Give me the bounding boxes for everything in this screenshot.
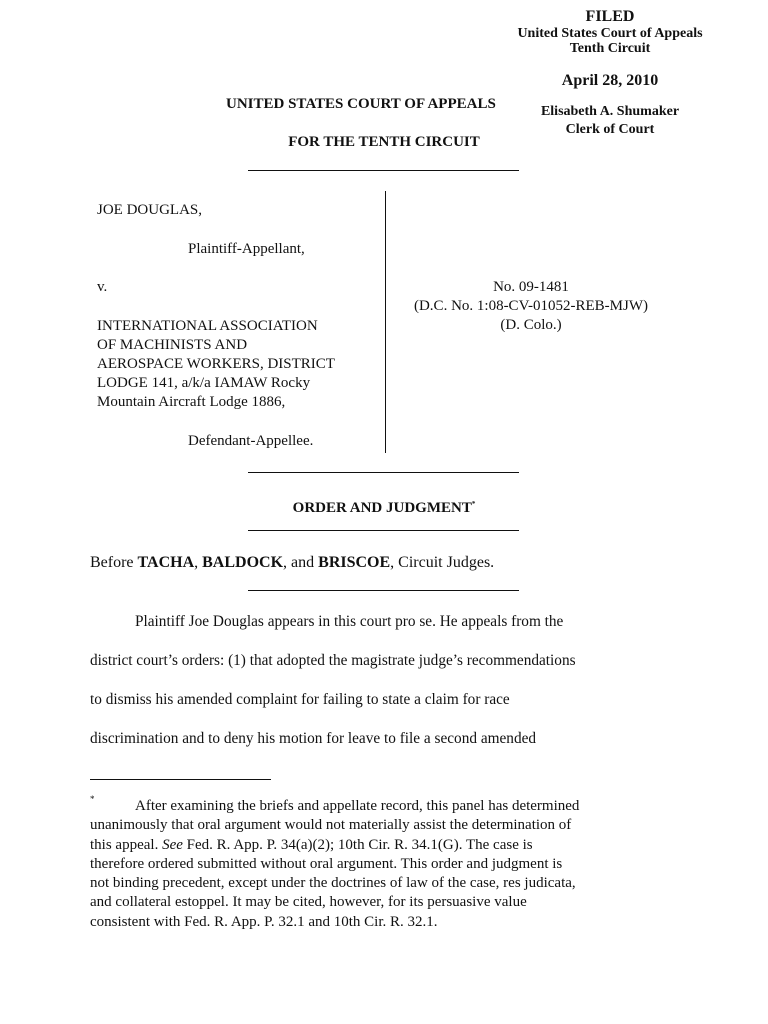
court-heading: UNITED STATES COURT OF APPEALS [226,96,496,112]
judge-baldock: BALDOCK [202,554,284,571]
body-line: Plaintiff Joe Douglas appears in this court pro se. He appeals from the [135,613,564,630]
district-court: (D. Colo.) [500,317,562,333]
before-prefix: Before [90,554,138,571]
defendant-line: AEROSPACE WORKERS, DISTRICT [97,356,335,372]
case-number: No. 09-1481 [493,279,569,295]
body-line: discrimination and to deny his motion for leave to file a second amended [90,730,537,747]
footnote-mark: * [90,794,95,804]
footnote-ref: * [471,500,476,508]
clerk-title: Clerk of Court [565,122,655,137]
defendant-line: LODGE 141, a/k/a IAMAW Rocky [97,375,311,391]
judge-briscoe: BRISCOE [318,554,391,571]
caption-rule [248,472,519,473]
footnote-line: therefore ordered submitted without oral argument. This order and judgment is [90,855,563,872]
before-suffix: , Circuit Judges. [390,554,495,571]
before-sep: , [194,554,203,571]
district-case-number: (D.C. No. 1:08-CV-01052-REB-MJW) [413,298,649,314]
judge-tacha: TACHA [137,554,195,571]
title-rule [248,530,519,531]
stamp-circuit: Tenth Circuit [569,41,651,56]
case-numbers [390,278,672,335]
footnote-line: consistent with Fed. R. App. P. 32.1 and 10th Cir. R. 32.1. [90,913,438,930]
stamp-court: United States Court of Appeals [517,26,703,41]
footnote-line: this appeal. See Fed. R. App. P. 34(a)(2); 10th Cir. R. 34.1(G). The case is [90,836,533,853]
footnote-separator [90,779,271,780]
filed-label: FILED [585,8,635,25]
body-line: district court’s orders: (1) that adopted the magistrate judge’s recommendations [90,652,576,669]
before-sep: , and [283,554,319,571]
clerk-block [500,103,720,139]
plaintiff-role: Plaintiff-Appellant, [188,241,305,257]
footnote-line: not binding precedent, except under the doctrines of law of the case, res judicata, [90,875,576,892]
footnote-line: and collateral estoppel. It may be cited, however, for its persuasive value [90,894,527,911]
clerk-name: Elisabeth A. Shumaker [540,104,680,119]
defendant-line: INTERNATIONAL ASSOCIATION [97,318,318,334]
see-signal: See [162,836,183,853]
footnote [90,797,690,932]
caption-divider [385,191,386,453]
footnote-line: unanimously that oral argument would not materially assist the determination of [90,817,572,834]
footnote-line: After examining the briefs and appellate record, this panel has determined [135,798,580,814]
filed-stamp [500,8,720,90]
defendant-name [97,317,335,412]
body-line: to dismiss his amended complaint for failing to state a claim for race [90,691,510,708]
defendant-line: Mountain Aircraft Lodge 1886, [97,394,286,410]
order-title [248,495,520,518]
panel-line [90,553,494,572]
defendant-line: OF MACHINISTS AND [97,337,248,353]
defendant-role: Defendant-Appellee. [188,433,314,449]
header-rule [248,170,519,171]
plaintiff-name: JOE DOUGLAS, [97,202,202,218]
versus: v. [97,279,108,295]
panel-rule [248,590,519,591]
filed-date: April 28, 2010 [561,72,659,89]
circuit-heading: FOR THE TENTH CIRCUIT [288,134,480,150]
order-title-text: ORDER AND JUDGMENT [292,500,472,516]
